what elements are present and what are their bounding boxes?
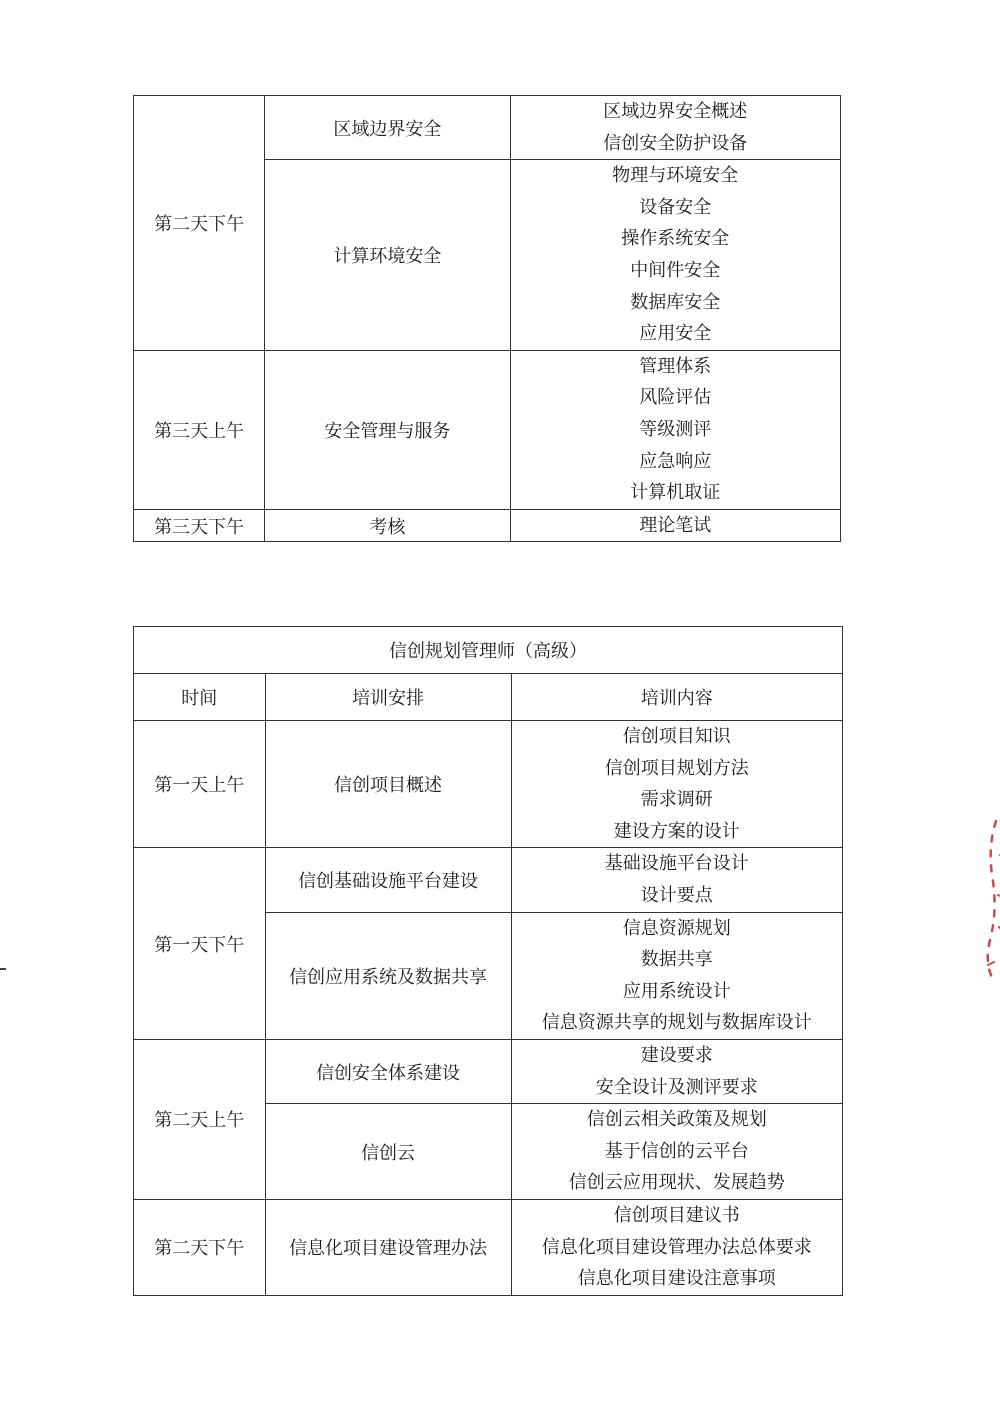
content-item: 物理与环境安全	[612, 165, 739, 187]
schedule-table-body	[134, 96, 841, 542]
edge-tick-mark	[0, 968, 6, 970]
time-cell: 第二天下午	[134, 1199, 266, 1295]
content-cell	[510, 160, 840, 351]
content-item: 安全设计及测评要求	[595, 1076, 758, 1098]
table-row	[134, 721, 843, 848]
content-item: 信创云相关政策及规划	[586, 1109, 767, 1131]
time-cell: 第一天下午	[134, 848, 266, 1040]
content-item: 需求调研	[640, 789, 713, 811]
table-row	[134, 96, 841, 160]
content-item: 数据库安全	[630, 291, 721, 313]
content-item: 设备安全	[639, 196, 712, 218]
content-item: 应用系统设计	[622, 980, 731, 1002]
content-item: 操作系统安全	[621, 228, 730, 250]
time-cell: 第三天上午	[134, 350, 265, 509]
arrangement-cell: 考核	[265, 509, 510, 542]
time-cell: 第二天下午	[134, 96, 265, 351]
arrangement-cell: 安全管理与服务	[265, 350, 510, 509]
red-seal-stamp-fragment	[968, 815, 1000, 985]
table-title: 信创规划管理师（高级）	[134, 627, 843, 674]
content-cell	[510, 509, 840, 542]
content-cell	[511, 1199, 842, 1295]
arrangement-cell: 信创应用系统及数据共享	[265, 912, 511, 1039]
header-arrangement: 培训安排	[265, 674, 511, 721]
content-item: 管理体系	[639, 355, 712, 377]
content-item: 信息资源共享的规划与数据库设计	[541, 1012, 812, 1034]
content-item: 信创项目知识	[622, 726, 731, 747]
content-cell	[511, 1104, 842, 1200]
time-cell: 第二天上午	[134, 1039, 266, 1199]
header-content: 培训内容	[511, 674, 842, 721]
arrangement-cell: 信创安全体系建设	[265, 1039, 511, 1103]
arrangement-cell: 信创云	[265, 1104, 511, 1200]
content-item: 信息资源规划	[622, 917, 731, 939]
content-item: 信创项目规划方法	[604, 757, 749, 779]
content-item: 信息化项目建设注意事项	[577, 1268, 776, 1290]
schedule-table-continued	[133, 95, 841, 542]
content-item: 基于信创的云平台	[604, 1140, 749, 1162]
content-cell	[511, 912, 842, 1039]
content-cell	[510, 96, 840, 160]
header-time: 时间	[134, 674, 266, 721]
content-item: 风险评估	[639, 387, 712, 409]
content-cell	[511, 848, 842, 912]
content-item: 应用安全	[639, 323, 712, 345]
arrangement-cell: 信创基础设施平台建设	[265, 848, 511, 912]
content-item: 应急响应	[639, 450, 712, 472]
content-item: 理论笔试	[639, 514, 712, 536]
content-item: 建设要求	[640, 1044, 713, 1066]
arrangement-cell: 信创项目概述	[265, 721, 511, 848]
content-item: 设计要点	[640, 884, 713, 906]
arrangement-cell: 计算环境安全	[265, 160, 510, 351]
content-item: 建设方案的设计	[613, 820, 740, 842]
table-row	[134, 1199, 843, 1295]
content-item: 信创云应用现状、发展趋势	[568, 1172, 785, 1194]
arrangement-cell: 区域边界安全	[265, 96, 510, 160]
arrangement-cell: 信息化项目建设管理办法	[265, 1199, 511, 1295]
content-item: 信息化项目建设管理办法总体要求	[541, 1236, 812, 1258]
content-cell	[510, 350, 840, 509]
table-row	[134, 848, 843, 912]
table-row	[134, 350, 841, 509]
content-item: 数据共享	[640, 949, 713, 971]
content-item: 等级测评	[639, 418, 712, 440]
time-cell: 第三天下午	[134, 509, 265, 542]
table-row	[134, 509, 841, 542]
schedule-table-planning-manager	[133, 626, 843, 1296]
content-item: 信创项目建议书	[613, 1204, 740, 1226]
content-cell	[511, 721, 842, 848]
content-item: 中间件安全	[630, 259, 721, 281]
content-item: 计算机取证	[630, 482, 721, 504]
content-item: 信创安全防护设备	[603, 132, 748, 154]
schedule-table-body	[134, 721, 843, 1296]
content-item: 区域边界安全概述	[603, 101, 748, 122]
time-cell: 第一天上午	[134, 721, 266, 848]
table-row	[134, 1039, 843, 1103]
content-item: 基础设施平台设计	[604, 853, 749, 875]
content-cell	[511, 1039, 842, 1103]
